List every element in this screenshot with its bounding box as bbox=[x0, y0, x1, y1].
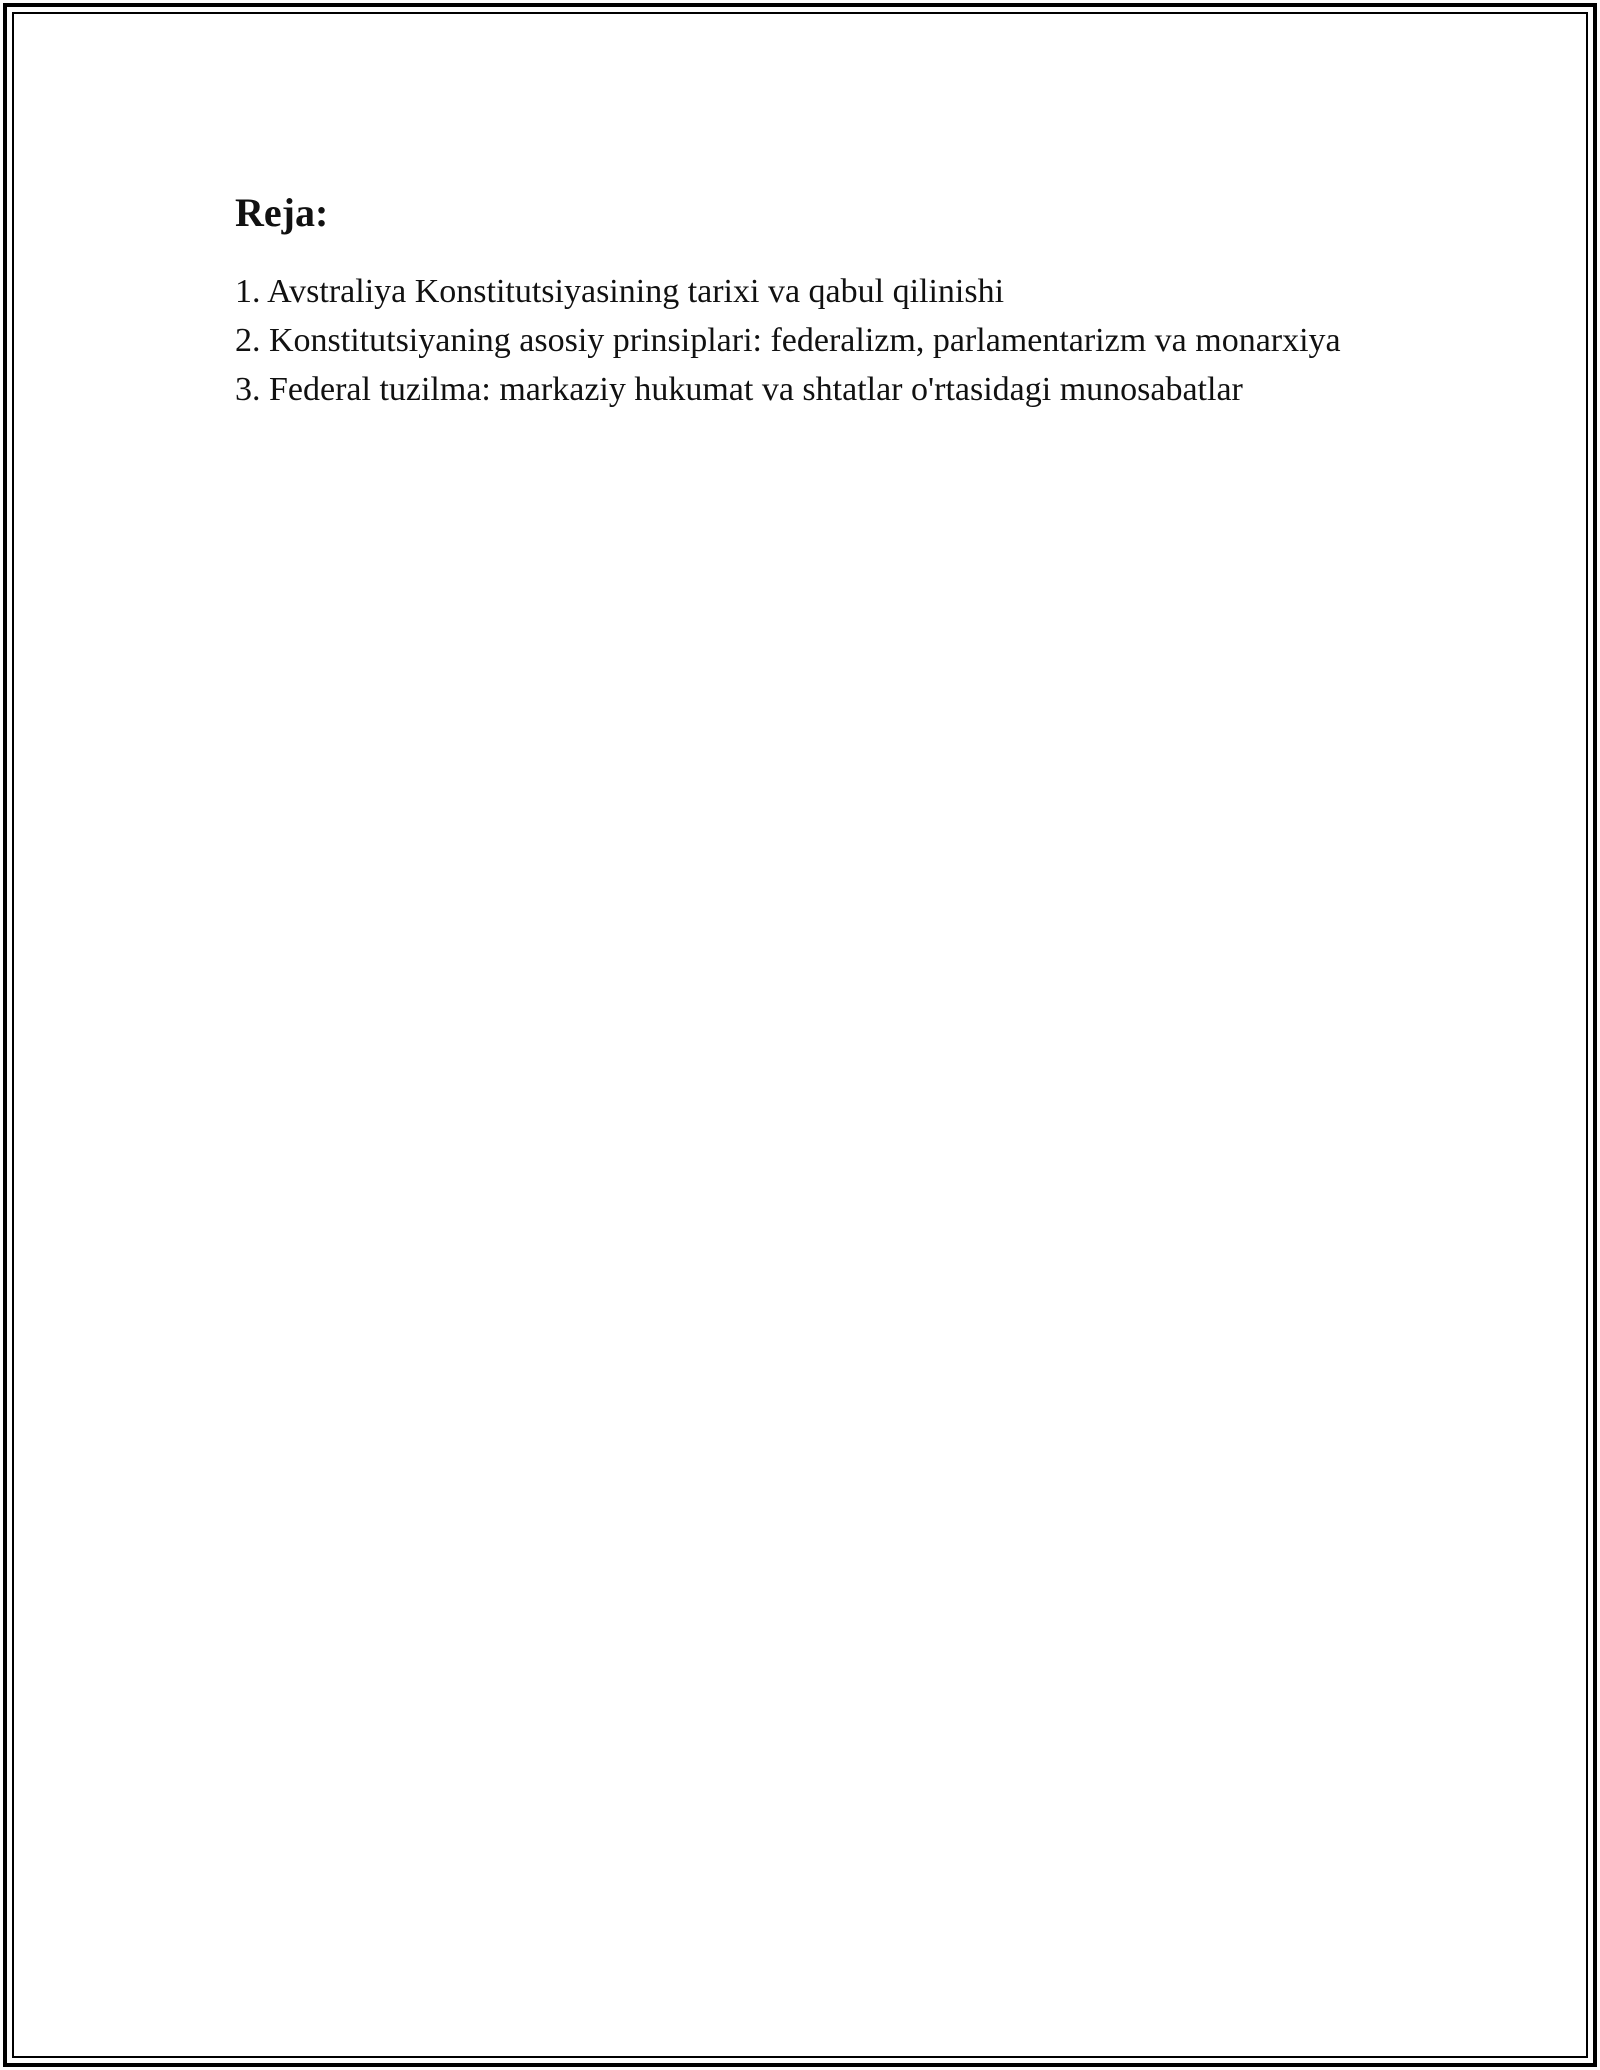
plan-item-1: 1. Avstraliya Konstitutsiyasining tarixi va qabul qilinishi bbox=[235, 273, 1005, 310]
plan-list bbox=[235, 267, 1375, 414]
plan-item-2: 2. Konstitutsiyaning asosiy prinsiplari: federalizm, parlamentarizm va monarxiya bbox=[235, 322, 1341, 359]
page-content bbox=[235, 185, 1375, 414]
plan-item-3: 3. Federal tuzilma: markaziy hukumat va shtatlar o'rtasidagi munosabatlar bbox=[235, 371, 1243, 408]
page-title: Reja: bbox=[235, 190, 329, 235]
